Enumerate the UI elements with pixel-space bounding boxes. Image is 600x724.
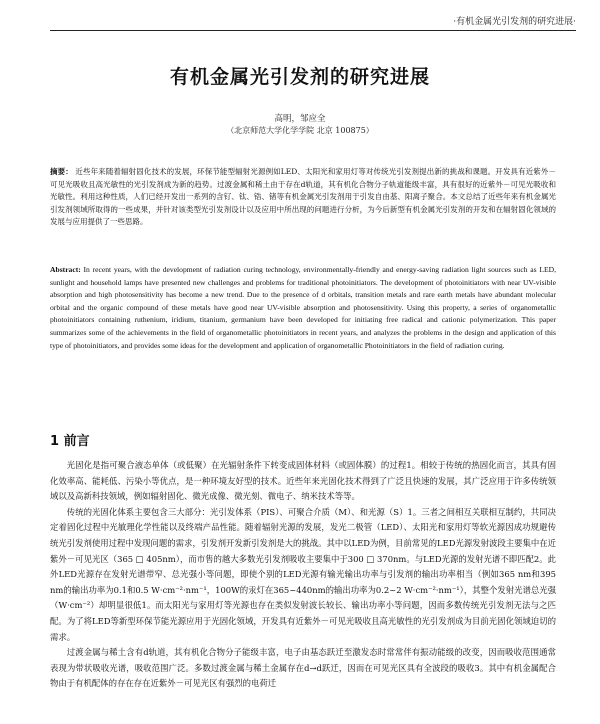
body-paragraph: 过渡金属与稀土含有d轨道，其有机化合物分子能级丰富，电子由基态跃迁至激发态时常常伴有振动能级的改变，因而吸收范围通常表现为带状吸收光谱，吸收范围广泛。多数过渡金属与稀土金属存在d→d跃迁，因而在可见光区具有全波段的吸收3。其中有机金属配合物由于有机配体的存在存在近紫外－可见光区有强烈的电荷迁 [50,647,556,689]
chinese-abstract-label: 摘要： [50,167,73,176]
english-abstract-text: In recent years, with the development of radiation curing technology, environmentally-friendly and energy-saving radiation light sources such as LED, sunlight and household lamps have presented new challenges and problems for traditional photoinitiators. The development of photoinitiators with near UV-visible absorption and high photosensitivity has become a new trend. Due to the presence of d orbitals, transition metals and rare earth metals have abundant molecular orbital and the organic compound of these metals have good near UV-visible absorption and photosensitivity. Using this property, a series of organometallic photoinitiators containing ruthenium, iridium, titanium, germanium have been developed for initiating free radical and cationic polymerization. This paper summarizes some of the achievements in the field of organometallic photoinitiators in recent years, and analyzes the problems in the design and application of this type of photoinitiators, and provides some ideas for the development and application of organometallic Photoinitiators in the field of radiation curing. [50,265,557,350]
body-paragraph: 光固化是指可聚合液态单体（或低聚）在光辐射条件下转变成固体材料（或固体膜）的过程1。相较于传统的热固化而言，其具有固化效率高、能耗低、污染小等优点，是一种环境友好型的技术。近些年来光固化技术得到了广泛且快速的发展，其广泛应用于许多传统领域以及高新科技领域，例如辐射固化、微光成像、微光刻、微电子、纳米技术等等。 [50,460,556,502]
english-abstract-label: Abstract: [50,265,81,274]
running-head: ·有机金属光引发剂的研究进展· [453,17,576,27]
chinese-abstract-text: 近些年来随着辐射固化技术的发展，环保节能型辐射光源例如LED、太阳光和家用灯等对传统光引发剂提出新的挑战和课题。开发具有近紫外－可见光吸收且高光敏性的光引发剂成为新的趋势。过渡金属和稀土由于存在d轨道，其有机化合物分子轨道能级丰富，具有很好的近紫外－可见光吸收和光敏性。利用这种性质，人们已经开发出一系列的含钌、钛、锆、锗等有机金属光引发剂用于引发自由基、阳离子聚合。本文总结了近些年来有机金属光引发剂领域所取得的一些成果，并针对该类型光引发剂设计以及应用中所出现的问题进行分析，为今后新型有机金属光引发剂的开发和在辐射固化领域的发展与应用提供了一些思路。 [50,167,557,226]
chinese-abstract [50,166,556,229]
body-text [50,458,556,692]
section-heading: 1 前言 [50,434,90,449]
body-paragraph: 传统的光固化体系主要包含三大部分：光引发体系（PIS）、可聚合介质（M）、和光源（S）1。三者之间相互关联相互制约，共同决定着固化过程中光敏理化学性能以及终端产品性能。随着辐射光源的发展，发光二极管（LED）、太阳光和家用灯等软光源因成功规避传统光引发剂使用过程中发现问题的需求，引发剂开发新引发剂是大的挑战。其中以LED为例，目前常见的LED光源发射波段主要集中在近紫外－可见光区（365 □ 405nm），而市售的越大多数光引发剂吸收主要集中于300 □ 370nm。与LED光源的发射光谱不即匹配2。此外LED光源存在发射光谱带窄、总光强小等问题，即使个别的LED光源有输光输出功率与引发剂的输出功率相当（例如365 nm和395 nm的输出功率为0.1和0.5 W·cm⁻²·nm⁻¹，100W的汞灯在365~440nm的输出功率为0.2~2 W·cm⁻²·nm⁻¹），其整个发射光谱总光强（W·cm⁻²）却明显很低1。而太阳光与家用灯等光源也存在类似发射波长较长、输出功率小等问题，因而多数传统光引发剂无法与之匹配。为了将LED等新型环保节能光源应用于光固化领域，开发具有近紫外－可见光吸收且高光敏性的光引发剂成为目前光固化领域迫切的需求。 [50,506,556,642]
article-authors: 高明，邹应全 [274,114,326,124]
article-title: 有机金属光引发剂的研究进展 [169,66,430,88]
english-abstract [50,264,556,352]
header-rule [50,30,576,31]
article-affiliation: （北京师范大学化学学院 北京 100875） [226,126,374,135]
